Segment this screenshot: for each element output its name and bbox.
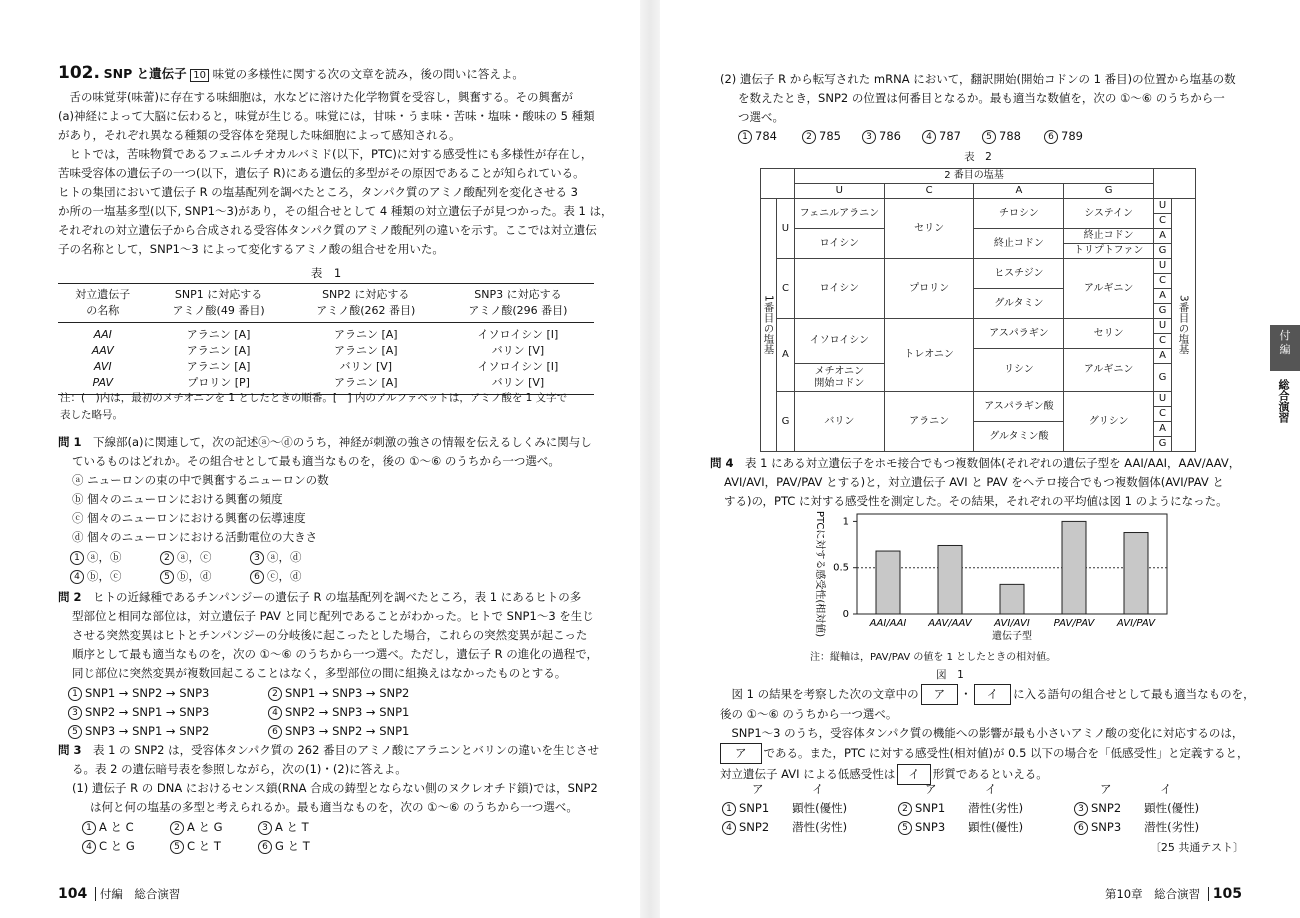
base-header: C [884,184,974,199]
sub2-choice-6[interactable]: 6 789 [1044,127,1083,146]
q1-choice-3[interactable]: 3 ⓐ，ⓓ [250,548,302,567]
second-base-header: 2 番目の塩基 [794,169,1153,184]
q4-text: 図 1 の結果を考察した次の文章中の [720,687,919,701]
bar [876,551,900,614]
third-base: U [1154,319,1172,334]
table-row [58,359,594,375]
question-text: 表 1 にある対立遺伝子をホモ接合でもつ複数個体(それぞれの遺伝子型を AAI/AAI，AAV/AAV， [745,456,1241,470]
q4-text: 対立遺伝子 AVI による低感受性は [720,767,896,781]
q4-choice-1[interactable]: 1 SNP1 顕性(優性) [722,799,847,818]
q4-choice-4[interactable]: 4 SNP2 潜性(劣性) [722,818,847,837]
x-tick-label: AVI/AVI [994,618,1030,629]
left-footer [58,885,180,904]
para-line: 舌の味覚芽(味蕾)に存在する味細胞は，水などに溶けた化学物質を受容し，興奮する。その興奮が [58,90,573,104]
table-cell: アラニン [A] [333,376,398,389]
sub2-choice-5[interactable]: 5 788 [982,127,1021,146]
q4-choice-5[interactable]: 5 SNP3 顕性(優性) [898,818,1023,837]
x-tick-label: PAV/PAV [1053,618,1095,629]
para-line: 子の名称として，SNP1～3 によって変化するアミノ酸の組合せを用いた。 [58,242,444,256]
question-label: 問 1 [58,435,82,449]
page-gutter [640,0,660,918]
para-line: ヒトでは，苦味物質であるフェニルチオカルバミド(以下，PTC)に対する感受性にも多様性が存在し， [58,147,593,161]
x-tick-label: AAV/AAV [928,618,972,629]
table-cell: アラニン [A] [333,328,398,341]
question-label: 問 3 [58,743,82,757]
codon-cell: アラニン [884,392,974,452]
table-cell: アラニン [A] [186,328,251,341]
third-base: A [1154,422,1172,437]
bar [1124,533,1148,614]
question-text: 表 1 の SNP2 は，受容体タンパク質の 262 番目のアミノ酸にアラニンとバリンの違いを生じさせ [93,743,600,757]
sub2-choice-1[interactable]: 1 784 [738,127,777,146]
col-header-i: イ [1160,782,1172,796]
question-text: 同じ部位に突然変異が複数回起こることはなく，多型部位の間に組換えはなかったものとする。 [72,666,567,680]
page-number: 104 [58,886,88,902]
sub2-choice-3[interactable]: 3 786 [862,127,901,146]
codon-cell: トリプトファン [1064,244,1154,259]
x-tick-label: AVI/PAV [1116,618,1156,629]
problem-header [58,64,524,85]
side-tab-label: 編 [1279,343,1291,356]
para-line: それぞれの対立遺伝子から合成される受容体タンパク質のアミノ酸配列の違いを示す。ここでは対立遺伝 [58,223,597,237]
q4-text: 後の ①～⑥ のうちから一つ選べ。 [720,707,898,721]
question-label: 問 4 [710,456,734,470]
third-base: U [1154,259,1172,274]
table1-header: アミノ酸(262 番目) [316,304,416,317]
q2-choice-6[interactable]: 6 SNP3 → SNP2 → SNP1 [268,722,409,741]
footer-title: 付編 総合演習 [99,887,181,901]
codon-cell: グリシン [1064,392,1154,452]
table1-note [60,390,567,424]
statement: ⓒ 個々のニューロンにおける興奮の伝導速度 [72,511,306,525]
codon-cell: システイン [1064,199,1154,229]
q3-choice-6[interactable]: 6 G と T [258,837,310,856]
codon-cell: 終止コドン [1064,229,1154,244]
codon-cell: アルギニン [1064,349,1154,392]
table-cell: アラニン [A] [186,360,251,373]
codon-cell: リシン [974,349,1064,392]
source-note: 〔25 共通テスト〕 [1149,841,1244,854]
question-1 [58,433,592,547]
codon-cell: グルタミン酸 [974,422,1064,452]
table-row [58,323,594,344]
table-cell: AVI [93,360,112,373]
codon-cell: ヒスチジン [974,259,1064,289]
bar [1062,521,1086,614]
q1-choice-1[interactable]: 1 ⓐ，ⓑ [70,548,122,567]
q1-choice-6[interactable]: 6 ⓒ，ⓓ [250,567,302,586]
question-text: する)の，PTC に対する感受性を測定した。その結果，それぞれの平均値は図 1 のようになった。 [724,494,1228,508]
q3-choice-3[interactable]: 3 A と T [258,818,309,837]
q3-choice-1[interactable]: 1 A と C [82,818,134,837]
first-base: U [776,199,794,259]
q2-choice-3[interactable]: 3 SNP2 → SNP1 → SNP3 [68,703,209,722]
col-header-a: ア [1100,782,1112,796]
side-tab [1270,325,1300,825]
third-base: C [1154,407,1172,422]
q1-choice-2[interactable]: 2 ⓐ，ⓒ [160,548,212,567]
blank-a: ア [720,743,762,764]
table-cell: アラニン [A] [186,344,251,357]
third-base: A [1154,349,1172,364]
table1-header: SNP1 に対応する [174,288,263,301]
third-base-label: 3番目の塩基 [1171,199,1195,452]
third-base: G [1154,364,1172,392]
y-tick-label: 0.5 [833,562,849,574]
table2-caption: 表 2 [964,151,992,163]
question-text: 順序として最も適当なものを，次の ①～⑥ のうちから一つ選べ。ただし，遺伝子 R の進化の過程で， [72,647,598,661]
third-base: G [1154,244,1172,259]
table-cell: イソロイシン [I] [477,328,559,341]
table1-header: SNP2 に対応する [322,288,410,301]
codon-cell: セリン [884,199,974,259]
q4-choice-6[interactable]: 6 SNP3 潜性(劣性) [1074,818,1199,837]
right-footer [1105,885,1242,904]
subquestion-text: つ選べ。 [738,110,784,124]
statement: ⓐ ニューロンの束の中で興奮するニューロンの数 [72,473,329,487]
figure-note: 注：縦軸は，PAV/PAV の値を 1 としたときの相対値。 [810,652,1057,663]
codon-cell: トレオニン [884,319,974,392]
q4-text: SNP1～3 のうち，受容体タンパク質の機能への影響が最も小さいアミノ酸の変化に対応するのは， [720,726,1244,740]
table1-header: アミノ酸(49 番目) [172,304,265,317]
codon-cell: チロシン [974,199,1064,229]
q1-choice-4[interactable]: 4 ⓑ，ⓒ [70,567,122,586]
table1-caption: 表 1 [310,266,342,280]
table1-header: アミノ酸(296 番目) [468,304,568,317]
subquestion-text: (2) 遺伝子 R から転写された mRNA において，翻訳開始(開始コドンの 1 番目)の位置から塩基の数 [720,72,1236,86]
question-text: 下線部(a)に関連して，次の記述ⓐ～ⓓのうち，神経が刺激の強さの情報を伝えるしくみに関与し [93,435,592,449]
subquestion-text: を数えたとき，SNP2 の位置は何番目となるか。最も適当な数値を，次の ①～⑥ のうちから一 [738,91,1225,105]
figure-caption: 図 1 [936,669,964,681]
q1-choice-5[interactable]: 5 ⓑ，ⓓ [160,567,212,586]
third-base: A [1154,229,1172,244]
table-cell: バリン [V] [339,360,393,373]
problem-paragraph [58,88,613,259]
subquestion-text: は何と何の塩基の多型と考えられるか。最も適当なものを，次の ①～⑥ のうちから一つ選べ。 [90,800,578,814]
sub2-choice-4[interactable]: 4 787 [922,127,961,146]
question-4 [710,454,1240,511]
third-base: G [1154,304,1172,319]
codon-cell: バリン [794,392,884,452]
q2-choice-1[interactable]: 1 SNP1 → SNP2 → SNP3 [68,684,209,703]
question-label: 問 2 [58,590,82,604]
col-header-a: ア [752,782,764,796]
side-tab-label: 付 [1279,329,1291,342]
table1-header: 対立遺伝子 [75,288,131,301]
third-base: C [1154,214,1172,229]
codon-cell: ロイシン [794,259,884,319]
q4-choice-3[interactable]: 3 SNP2 顕性(優性) [1074,799,1199,818]
table-cell: AAV [91,344,114,357]
codon-cell: 終止コドン [974,229,1064,259]
sub2-choice-2[interactable]: 2 785 [802,127,841,146]
first-base: G [776,392,794,452]
left-page [0,0,640,918]
third-base: C [1154,334,1172,349]
para-line: があり，それぞれ異なる種類の受容体を発現した味細胞によって感知される。 [58,128,461,142]
q4-text: に入る語句の組合せとして最も適当なものを， [1013,687,1255,701]
base-header: U [794,184,884,199]
table-cell: アラニン [A] [333,344,398,357]
codon-cell: イソロイシン [794,319,884,364]
footer-title: 第10章 総合演習 [1104,887,1201,901]
question-text: ているものはどれか。その組合せとして最も適当なものを，後の ①～⑥ のうちから一つ選べ。 [72,454,560,468]
bar-chart [785,510,1175,650]
q4-text: 形質であるといえる。 [932,767,1048,781]
figure-1 [785,510,1175,656]
codon-cell: プロリン [884,259,974,319]
statement: ⓑ 個々のニューロンにおける興奮の頻度 [72,492,283,506]
q4-choice-2[interactable]: 2 SNP1 潜性(劣性) [898,799,1023,818]
subquestion-text: (1) 遺伝子 R の DNA におけるセンス鎖(RNA 合成の鋳型とならない側のヌクレオチド鎖)では，SNP2 [72,781,598,795]
table1-header: の名称 [86,304,120,317]
question-2 [58,588,598,683]
q2-choice-4[interactable]: 4 SNP2 → SNP3 → SNP1 [268,703,409,722]
para-line: 苦味受容体の遺伝子の一つ(以下，遺伝子 R)にある遺伝的多型がその原因であることが知られている。 [58,166,585,180]
codon-cell: セリン [1064,319,1154,349]
table1 [58,283,594,395]
codon-cell: アルギニン [1064,259,1154,319]
blank-a: ア [921,684,959,705]
codon-cell: アスパラギン酸 [974,392,1064,422]
side-tab-label: 総合演習 [1277,379,1290,423]
first-base: A [776,319,794,392]
first-base: C [776,259,794,319]
codon-cell: ロイシン [794,229,884,259]
codon-cell: 開始コドン [814,377,865,389]
q3-choice-5[interactable]: 5 C と T [170,837,221,856]
table2 [760,168,1196,452]
y-tick-label: 0 [842,609,849,620]
third-base: U [1154,392,1172,407]
question-text: る。表 2 の遺伝暗号表を参照しながら，次の(1)・(2)に答えよ。 [72,762,407,776]
para-line: ヒトの集団において遺伝子 R の塩基配列を調べたところ，タンパク質のアミノ酸配列を変化させる 3 [58,185,578,199]
table-cell: AAI [93,328,112,341]
table-cell: バリン [V] [491,344,545,357]
question-text: させる突然変異はヒトとチンパンジーの分岐後に起こったとした場合，これらの突然変異が起こった [72,628,588,642]
blank-i: イ [897,764,931,785]
q4-text: である。また，PTC に対する感受性(相対値)が 0.5 以下の場合を「低感受性」と定義すると， [763,746,1249,760]
table-cell: イソロイシン [I] [477,360,559,373]
right-page [660,0,1300,918]
problem-intro: 味覚の多様性に関する次の文章を読み，後の問いに答えよ。 [212,67,524,81]
col-header-i: イ [985,782,997,796]
para-line: か所の一塩基多型(以下, SNP1～3)があり，その組合せとして 4 種類の対立遺伝子が見つかった。表 1 は， [58,204,613,218]
third-base: U [1154,199,1172,214]
problem-title: SNP と遺伝子 [103,66,187,81]
third-base: A [1154,289,1172,304]
x-axis-label: 遺伝子型 [992,631,1032,642]
codon-cell: アスパラギン [974,319,1064,349]
codon-cell: メチオニン [814,365,865,377]
codon-cell: フェニルアラニン [794,199,884,229]
table-cell: PAV [92,376,114,389]
base-header: G [1064,184,1154,199]
third-base: C [1154,274,1172,289]
table-row [58,343,594,359]
problem-number: 102. [58,63,100,83]
subquestion-2 [720,70,1236,127]
question-text: AVI/AVI，PAV/PAV とする)と，対立遺伝子 AVI と PAV をヘテロ接合でもつ複数個体(AVI/PAV と [724,475,1224,489]
first-base-label: 1番目の塩基 [761,199,777,452]
codon-cell: グルタミン [974,289,1064,319]
difficulty-badge: 10 [190,69,209,82]
base-header: A [974,184,1064,199]
para-line: (a)神経によって大脳に伝わると，味覚が生じる。味覚には，甘味・うま味・苦味・塩味・酸味の 5 種類 [58,109,595,123]
third-base: G [1154,437,1172,452]
table-cell: バリン [V] [491,376,545,389]
y-axis-label: PTCに対する感受性(相対値) [814,510,825,638]
table1-header: SNP3 に対応する [474,288,562,301]
question-3 [58,741,599,817]
q2-choice-2[interactable]: 2 SNP1 → SNP3 → SNP2 [268,684,409,703]
x-tick-label: AAI/AAI [869,618,907,629]
note-line: 注：( )内は，最初のメチオニンを 1 としたときの順番。[ ] 内のアルファベットは，アミノ酸を 1 文字で [60,392,568,404]
y-tick-label: 1 [842,516,849,528]
question-text: ヒトの近縁種であるチンパンジーの遺伝子 R の塩基配列を調べたところ，表 1 にあるヒトの多 [93,590,582,604]
blank-i: イ [974,684,1012,705]
col-header-a: ア [925,782,937,796]
q3-choice-2[interactable]: 2 A と G [170,818,223,837]
col-header-i: イ [812,782,824,796]
question-text: 型部位と相同な部位は，対立遺伝子 PAV と同じ配列であることがわかった。ヒトで SNP1～3 を生じ [72,609,594,623]
q2-choice-5[interactable]: 5 SNP3 → SNP1 → SNP2 [68,722,209,741]
q3-choice-4[interactable]: 4 C と G [82,837,135,856]
page-number: 105 [1212,886,1242,902]
note-line: 表した略号。 [60,409,123,421]
bar [1000,584,1024,614]
bar [938,545,962,614]
statement: ⓓ 個々のニューロンにおける活動電位の大きさ [72,530,318,544]
q4-after-text: 図 1 の結果を考察した次の文章中の ア ・ イ に入る語句の組合せとして最も適当なものを， 後の ①～⑥ のうちから一つ選べ。 SNP1～3 のうち，受容体タンパク質の機能への影響が最も小さいアミノ酸の変化に対応するのは， ア である。また，PTC に対する感受性(相対値)が 0.5 以下の場合を「低感受性」と定義すると， 対立遺伝子 AVI による低感受性は イ 形質であるといえる。 [720,684,1255,785]
table-cell: プロリン [P] [187,376,250,389]
